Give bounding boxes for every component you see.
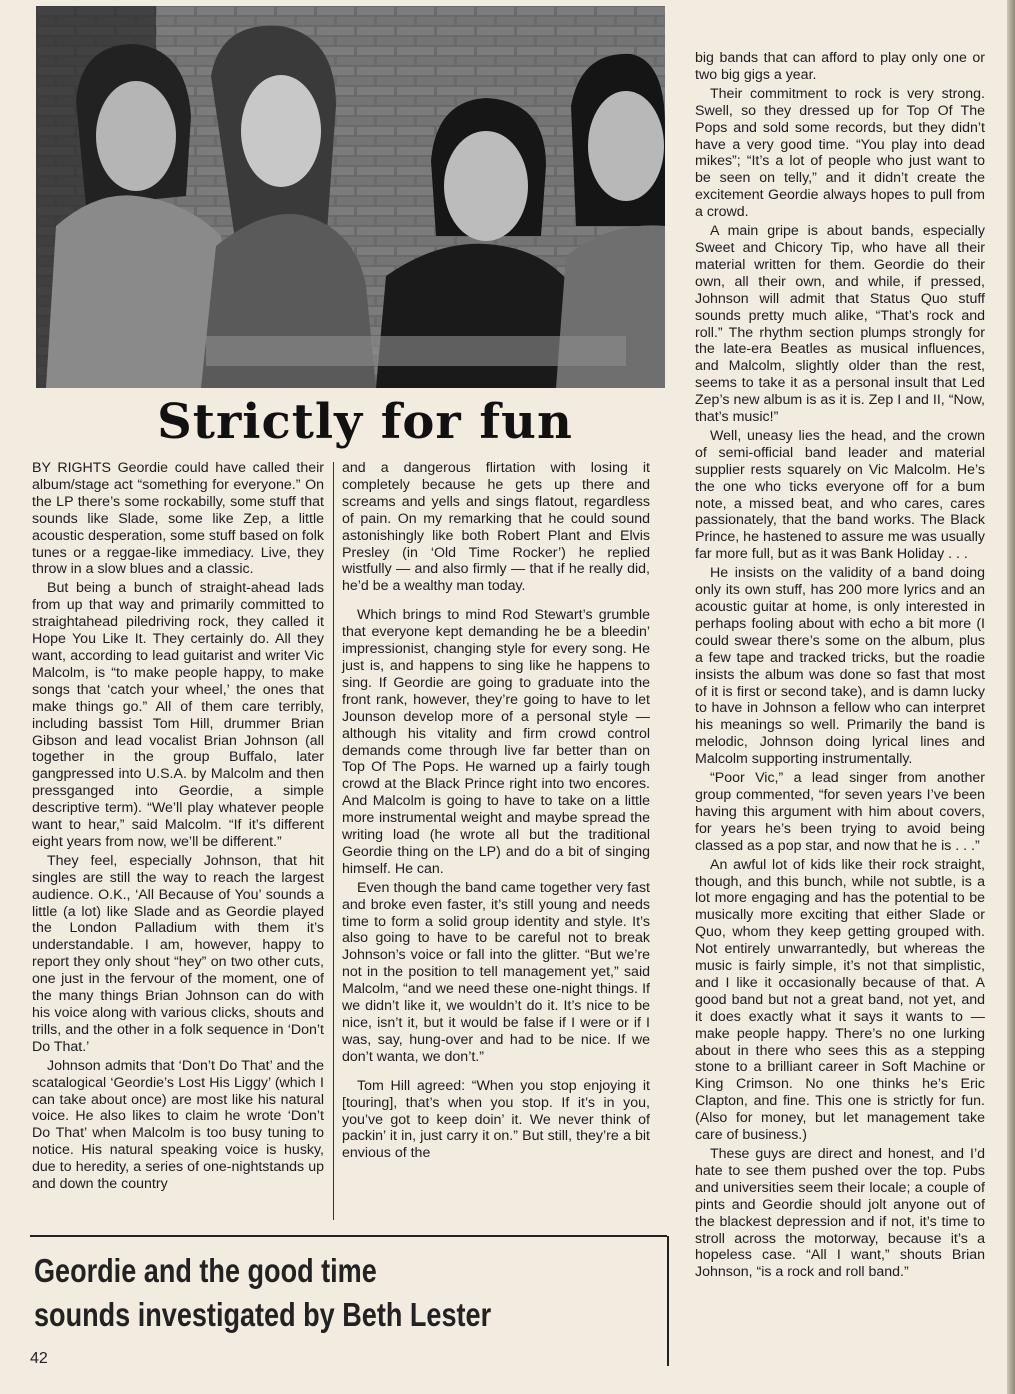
- paragraph: and a dangerous flirtation with losing it completely because he gets up there and screams and yells and sings flatout, regardless of pain. On my remarking that he could sound astonishingly like both Robert Plant and Elvis Presley (in ‘Old Time Rocker’) he replied wistfully — and also firmly — that if he really did, he’d be a wealthy man today.: [342, 460, 650, 595]
- subtitle-box-edge: [667, 1236, 669, 1366]
- paragraph: They feel, especially Johnson, that hit singles are still the way to reach the largest audience. O.K., ‘All Because of You’ sounds a little (a lot) like Slade and as Geordie played the London Palladium with them it’s understandable. I am, however, happy to report they only shout “hey” on two other cuts, one just in the fervour of the moment, one of the many things Brian Johnson can do with his voice along with various clicks, shouts and trills, and the other in a folk sequence in ‘Don’t Do That.’: [32, 852, 324, 1055]
- page-number: 42: [30, 1350, 48, 1367]
- paragraph: Even though the band came together very fast and broke even faster, it’s still young and needs time to form a solid group identity and style. It’s also going to have to be careful not to break Johnson’s voice or fall into the glitter. “But we’re not in the position to tell management yet,” said Malcolm, “and we need these one-night things. If we didn’t like it, we wouldn’t do it. It’s nice to be nice, isn’t it, but it would be false if I were or if I was, say, hung-over and had to be nice. If we don’t wanta, we don’t.”: [342, 879, 650, 1065]
- paragraph: Well, uneasy lies the head, and the crown of semi-official band leader and material supplier rests squarely on Vic Malcolm. He’s the one who ticks everyone off for a bum note, a missed beat, and who cares, cares passionately, that the band works. The Black Prince, he hastened to assure me was usually far more full, but as it was Bank Holiday . . .: [695, 427, 985, 563]
- article-column-3: [695, 50, 985, 1370]
- paragraph: But being a bunch of straight-ahead lads from up that way and primarily committed to straightahead piledriving rock, they called it Hope You Like It. They certainly do. All they want, according to lead guitarist and writer Vic Malcolm, is “to make people happy, to make songs that ‘catch your wheel,’ the ones that make things go.” All of them care terribly, including bassist Tom Hill, drummer Brian Gibson and lead vocalist Brian Johnson (all together in the group Buffalo, later gangpressed into U.S.A. by Malcolm and then pressganged into Geordie, a simple descriptive term). “We’ll play whatever people want to hear,” said Malcolm. “If it’s different eight years from now, we’ll be different.”: [32, 580, 324, 850]
- paragraph: BY RIGHTS Geordie could have called their album/stage act “something for everyone.” On the LP there’s some rockabilly, some stuff that sounds like Slade, some like Zep, a little acoustic desperation, some stuff based on folk tunes or a reggae-like immediacy. Live, they throw in a slow blues and a classic.: [32, 460, 324, 578]
- article-subtitle: [34, 1249, 542, 1337]
- subtitle-line: sounds investigated by Beth Lester: [34, 1296, 492, 1333]
- article-headline: Strictly for fun: [157, 394, 573, 450]
- band-photo-image: [36, 6, 665, 388]
- paragraph: A main gripe is about bands, especially Sweet and Chicory Tip, who have all their material written for them. Geordie do their own, all their own, and while, if pressed, Johnson will admit that Status Quo stuff sounds pretty much alike, “That’s rock and roll.” The rhythm section plumps strongly for the late-era Beatles as musical influences, and Malcolm, slightly older than the rest, seems to take it as a personal insult that Led Zep’s new album is as it is. Zep I and II, “Now, that’s music!”: [695, 223, 985, 426]
- article-column-2: [342, 460, 650, 1222]
- page-edge: [1007, 0, 1015, 1394]
- paragraph: These guys are direct and honest, and I’d hate to see them pushed over the top. Pubs and universities seem their locale; a couple of pints and Geordie should jolt anyone out of the blackest depression and if not, it’s time to stroll across the motorway, because it’s a hopeless case. “All I want,” shouts Brian Johnson, “is a rock and roll band.”: [695, 1146, 985, 1281]
- paragraph: “Poor Vic,” a lead singer from another group commented, “for seven years I’ve been having this argument with him about covers, for years he’s been trying to avoid being classed as a pop star, and now that he is . . .”: [695, 770, 985, 854]
- paragraph: Johnson admits that ‘Don’t Do That’ and the scatalogical ‘Geordie’s Lost His Liggy’ (which I can take about once) are most like his natural voice. He also likes to claim he wrote ‘Don’t Do That’ when Malcolm is too busy tuning to notice. His natural speaking voice is husky, due to heredity, a series of one-nightstands up and down the country: [32, 1057, 324, 1193]
- paragraph: Tom Hill agreed: “When you stop enjoying it [touring], that’s when you stop. If it’s in you, you’ve got to keep doin’ it. We never think of packin’ it in, just carry it on.” But still, they’re a bit envious of the: [342, 1077, 650, 1162]
- subtitle-rule: [30, 1235, 667, 1237]
- paragraph: big bands that can afford to play only one or two big gigs a year.: [695, 50, 985, 83]
- column-divider: [333, 462, 334, 1220]
- subtitle-line: Geordie and the good time: [34, 1252, 377, 1289]
- paragraph: He insists on the validity of a band doing only its own stuff, has 200 more lyrics and an acoustic guitar at home, is only interested in perhaps fooling about with echo a bit more (I could swear there’s some on the album, plus a few tape and tracked tricks, but the roadie insists the album was done so fast that most of it is first or second take), and is damn lucky to have in Johnson a fellow who can interpret his meanings so well. Primarily the band is melodic, Johnson doing lyrical lines and Malcolm supporting instrumentally.: [695, 565, 985, 768]
- band-photo: [36, 6, 665, 388]
- paragraph: An awful lot of kids like their rock straight, though, and this bunch, while not subtle, is a lot more engaging and has the potential to be musically more exciting that either Slade or Quo, whom they keep getting grouped with. Not entirely unwarrantedly, but whereas the music is fairly simple, it’s not that simplistic, and I like it occasionally because of that. A good band but not a great band, not yet, and it does exactly what it says it wants to — make people happy. There’s no one lurking about in there who sees this as a stepping stone to a brilliant career in Soft Machine or King Crimson. No one thinks he’s Eric Clapton, and fine. This one is strictly for fun. (Also for money, but let management take care of business.): [695, 856, 985, 1144]
- paragraph: Which brings to mind Rod Stewart’s grumble that everyone kept demanding he be a bleedin’ impressionist, changing style for every song. He just is, and happens to sing like he happens to sing. If Geordie are going to graduate into the front rank, however, they’re going to have to let Jounson develop more of a personal style — although his vitality and firm crowd control demands come through live far better than on Top Of The Pops. He warned up a fairly tough crowd at the Black Prince right into two encores. And Malcolm is going to have to take on a little more instrumental weight and maybe spread the writing load (he wrote all but the traditional Geordie thing on the LP) and do a bit of singing himself. He can.: [342, 607, 650, 877]
- paragraph: Their commitment to rock is very strong. Swell, so they dressed up for Top Of The Pops and sold some records, but they didn’t have a very good time. “You play into dead mikes”; “It’s a lot of people who just want to be seen on telly,” and it didn’t create the excitement Geordie always hopes to pull from a crowd.: [695, 85, 985, 221]
- article-column-1: [32, 460, 324, 1222]
